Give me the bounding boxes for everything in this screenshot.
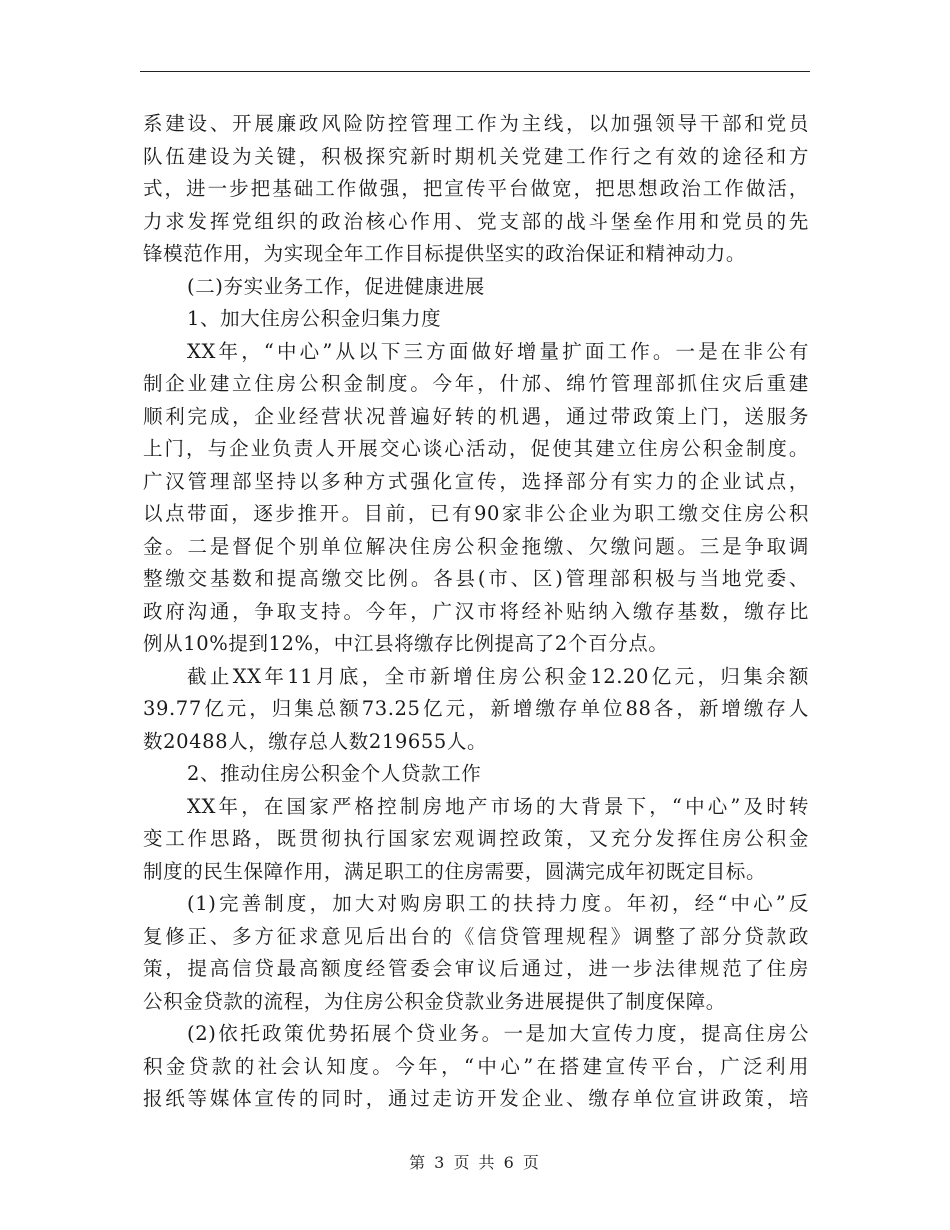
text-line: (1)完善制度，加大对购房职工的扶持力度。年初，经“中心”反: [187, 892, 809, 915]
text-line: 数20488人，缴存总人数219655人。: [143, 729, 488, 753]
text-line: 上门，与企业负责人开展交心谈心活动，促使其建立住房公积金制度。: [143, 437, 809, 460]
text-line: 顺利完成，企业经营状况普遍好转的机遇，通过带政策上门，送服务: [143, 404, 809, 428]
text-line: 以点带面，逐步推开。目前，已有90家非公企业为职工缴交住房公积: [143, 502, 809, 525]
text-line: 39.77亿元，归集总额73.25亿元，新增缴存单位88各，新增缴存人: [143, 697, 809, 720]
text-line: 式，进一步把基础工作做强，把宣传平台做宽，把思想政治工作做活，: [143, 177, 809, 200]
text-line: 例从10%提到12%，中江县将缴存比例提高了2个百分点。: [143, 632, 669, 655]
text-line: 制度的民生保障作用，满足职工的住房需要，圆满完成年初既定目标。: [143, 859, 767, 883]
text-line: 队伍建设为关键，积极探究新时期机关党建工作行之有效的途径和方: [143, 144, 809, 168]
header-rule: [140, 71, 810, 72]
text-line: 1、加大住房公积金归集力度: [187, 307, 442, 330]
text-line: 广汉管理部坚持以多种方式强化宣传，选择部分有实力的企业试点，: [143, 469, 809, 493]
text-line: 截止XX年11月底，全市新增住房公积金12.20亿元，归集余额: [187, 664, 809, 688]
document-body: [143, 108, 809, 1116]
text-line: 制企业建立住房公积金制度。今年，什邡、绵竹管理部抓住灾后重建: [143, 372, 809, 395]
text-line: 变工作思路，既贯彻执行国家宏观调控政策，又充分发挥住房公积金: [143, 827, 809, 850]
text-line: 整缴交基数和提高缴交比例。各县(市、区)管理部积极与当地党委、: [143, 567, 809, 590]
text-line: 系建设、开展廉政风险防控管理工作为主线，以加强领导干部和党员: [143, 112, 809, 135]
text-line: 复修正、多方征求意见后出台的《信贷管理规程》调整了部分贷款政: [143, 924, 809, 948]
text-line: 政府沟通，争取支持。今年，广汉市将经补贴纳入缴存基数，缴存比: [143, 599, 809, 623]
text-line: 金。二是督促个别单位解决住房公积金拖缴、欠缴问题。三是争取调: [143, 534, 809, 558]
text-line: 积金贷款的社会认知度。今年，“中心”在搭建宣传平台，广泛利用: [143, 1054, 809, 1078]
text-line: 公积金贷款的流程，为住房公积金贷款业务进展提供了制度保障。: [143, 989, 726, 1013]
text-line: 报纸等媒体宣传的同时，通过走访开发企业、缴存单位宣讲政策，培: [143, 1087, 809, 1110]
text-line: XX年，在国家严格控制房地产市场的大背景下，“中心”及时转: [187, 794, 809, 818]
text-line: (二)夯实业务工作，促进健康进展: [187, 274, 485, 298]
text-line: 2、推动住房公积金个人贷款工作: [187, 762, 482, 785]
text-line: XX年，“中心”从以下三方面做好增量扩面工作。一是在非公有: [187, 339, 809, 363]
page-footer: 第 3 页 共 6 页: [409, 1153, 541, 1172]
text-line: 锋模范作用，为实现全年工作目标提供坚实的政治保证和精神动力。: [143, 242, 747, 265]
text-line: (2)依托政策优势拓展个贷业务。一是加大宣传力度，提高住房公: [187, 1022, 809, 1045]
text-line: 力求发挥党组织的政治核心作用、党支部的战斗堡垒作用和党员的先: [143, 209, 809, 233]
text-line: 策，提高信贷最高额度经管委会审议后通过，进一步法律规范了住房: [143, 957, 809, 980]
